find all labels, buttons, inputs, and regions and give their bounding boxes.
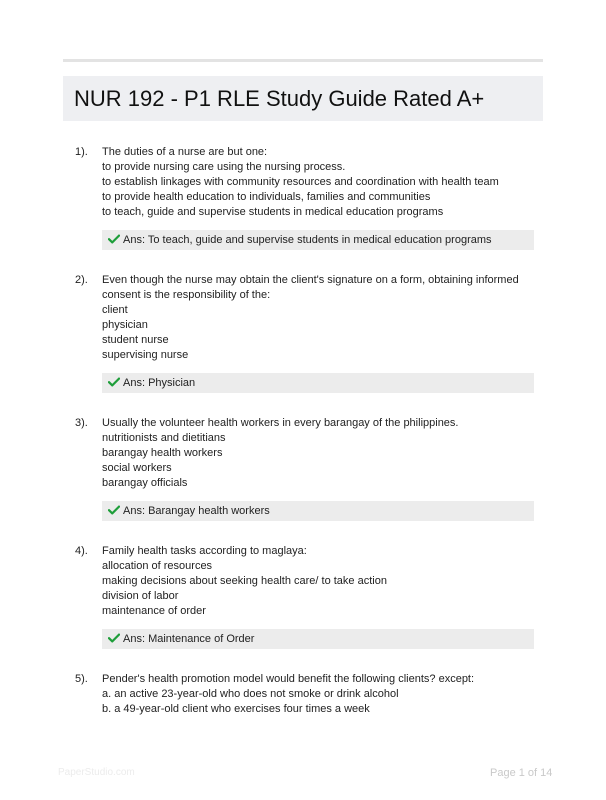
question-number: 3).: [75, 417, 88, 429]
option-item: a. an active 23-year-old who does not smoke or drink alcohol: [102, 688, 399, 700]
question-stem: Usually the volunteer health workers in every barangay of the philippines.: [102, 417, 459, 429]
option-item: barangay health workers: [102, 447, 223, 459]
option-item: physician: [102, 319, 148, 331]
check-icon: [108, 377, 120, 387]
answer-text: Ans: Barangay health workers: [123, 505, 270, 517]
footer-watermark: PaperStudio.com: [58, 767, 135, 778]
option-item: student nurse: [102, 334, 169, 346]
option-item: nutritionists and dietitians: [102, 432, 226, 444]
option-item: making decisions about seeking health care/ to take action: [102, 575, 387, 587]
option-item: to provide health education to individuals, families and communities: [102, 191, 431, 203]
question-body: [102, 544, 532, 619]
title-bar: [63, 76, 543, 121]
question-stem: The duties of a nurse are but one:: [102, 146, 268, 158]
question-number: 1).: [75, 146, 88, 158]
option-item: to teach, guide and supervise students in medical education programs: [102, 206, 444, 218]
option-item: to establish linkages with community resources and coordination with health team: [102, 176, 499, 188]
check-icon: [108, 505, 120, 515]
option-item: maintenance of order: [102, 605, 206, 617]
option-item: supervising nurse: [102, 349, 189, 361]
option-item: b. a 49-year-old client who exercises four times a week: [102, 703, 370, 715]
question-body: [102, 672, 532, 717]
answer-box: [102, 501, 534, 521]
option-item: client: [102, 304, 128, 316]
question-number: 4).: [75, 545, 88, 557]
answer-text: Ans: Maintenance of Order: [123, 633, 255, 645]
option-item: social workers: [102, 462, 172, 474]
question-stem: consent is the responsibility of the:: [102, 289, 271, 301]
answer-text: Ans: To teach, guide and supervise students in medical education programs: [123, 234, 492, 246]
top-divider: [63, 59, 543, 62]
page-indicator: Page 1 of 14: [490, 767, 553, 779]
answer-text: Ans: Physician: [123, 377, 196, 389]
answer-box: [102, 373, 534, 393]
question-number: 2).: [75, 274, 88, 286]
question-number: 5).: [75, 673, 88, 685]
page-title: NUR 192 - P1 RLE Study Guide Rated A+: [74, 86, 485, 111]
question-stem: Family health tasks according to maglaya:: [102, 545, 307, 557]
option-item: to provide nursing care using the nursing process.: [102, 161, 346, 173]
question-stem: Pender's health promotion model would benefit the following clients? except:: [102, 673, 475, 685]
option-item: division of labor: [102, 590, 179, 602]
question-body: [102, 145, 532, 220]
question-body: [102, 416, 532, 491]
option-item: allocation of resources: [102, 560, 213, 572]
question-stem: Even though the nurse may obtain the client's signature on a form, obtaining informed: [102, 274, 519, 286]
check-icon: [108, 234, 120, 244]
answer-box: [102, 230, 534, 250]
question-body: [102, 273, 532, 363]
answer-box: [102, 629, 534, 649]
option-item: barangay officials: [102, 477, 188, 489]
check-icon: [108, 633, 120, 643]
